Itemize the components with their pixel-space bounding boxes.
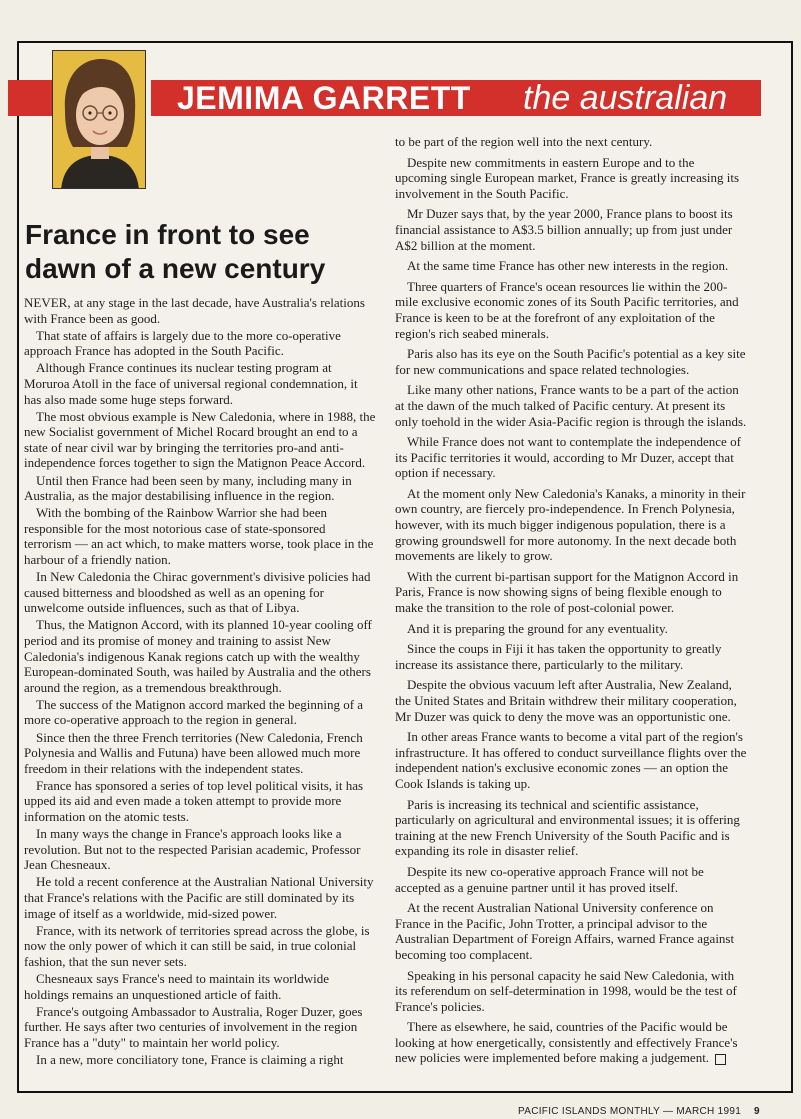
byline-banner — [151, 80, 761, 116]
paragraph: Mr Duzer says that, by the year 2000, France plans to boost its financial assistance to A$3.5 billion annually; up from just under A$2 billion at the moment. — [395, 206, 733, 253]
paragraph: Despite its new co-operative approach France will not be accepted as a genuine partner until it has proved itself. — [395, 863, 704, 895]
paragraph: He told a recent conference at the Australian National University that France's relations with the Pacific are still dominated by its image of itself as a worldwide, mid-sized power. — [24, 874, 374, 921]
paragraph: Paris is increasing its technical and scientific assistance, particularly on agricultural and environmental issues; it is offering training at the new French University of the South Pacific and is expanding its role in disaster relief. — [395, 796, 740, 859]
paragraph: At the recent Australian National University conference on France in the Pacific, John Trotter, a principal advisor to the Australian Department of Foreign Affairs, warned France against becoming too complacent. — [395, 900, 735, 962]
paragraph: to be part of the region well into the next century. — [395, 134, 653, 149]
author-photo — [52, 50, 146, 189]
paragraph: Thus, the Matignon Accord, with its planned 10-year cooling off period and its promise of money and training to assist New Caledonia's indigenous Kanak regions catch up with the wealthy European-dominated South, was hailed by Australia and the others around the region, as a tremendous breakthrough. — [24, 617, 372, 695]
paragraph: Although France continues its nuclear testing program at Moruroa Atoll in the face of universal regional condemnation, it has also made some huge steps forward. — [24, 360, 358, 407]
paragraph: The success of the Matignon accord marked the beginning of a more co-operative approach to the region in general. — [24, 696, 364, 728]
paragraph: In New Caledonia the Chirac government's divisive policies had caused bitterness and bloodshed as well as an opening for unwelcome outside influences, such as that of Libya. — [24, 569, 371, 616]
paragraph: Like many other nations, France wants to be a part of the action at the dawn of the much talked of Pacific century. At present its only toehold in the wider Asia-Pacific region is through the islands. — [395, 382, 747, 429]
right-column — [395, 134, 749, 1071]
left-column — [24, 295, 376, 1069]
page-number: 9 — [754, 1106, 760, 1117]
paragraph: Chesneaux says France's need to maintain its worldwide holdings remains an unquestioned article of faith. — [24, 970, 329, 1002]
paragraph: France has sponsored a series of top level political visits, it has upped its aid and even made a token attempt to provide more information on the atomic tests. — [24, 777, 364, 824]
author-name: JEMIMA GARRETT — [177, 79, 471, 116]
paragraph: With the current bi-partisan support for the Matignon Accord in Paris, France is now showing signs of being flexible enough to make the transition to the role of post-colonial power. — [395, 568, 739, 616]
paragraph: France's outgoing Ambassador to Australia, Roger Duzer, goes further. He says after two centuries of involvement in the region France has a "duty" to maintain her world policy. — [24, 1003, 363, 1050]
paragraph: In many ways the change in France's approach looks like a revolution. But not to the respected Parisian academic, Professor Jean Chesneaux. — [24, 826, 361, 873]
article-headline: France in front to see dawn of a new century — [25, 219, 326, 284]
paragraph: Paris also has its eye on the South Pacific's potential as a key site for new communications and space related technologies. — [395, 346, 746, 377]
paragraph: Despite new commitments in eastern Europe and to the upcoming single European market, France is greatly increasing its involvement in the South Pacific. — [395, 154, 740, 201]
paragraph: NEVER, at any stage in the last decade, have Australia's relations with France been as good. — [24, 295, 365, 326]
paragraph: Despite the obvious vacuum left after Australia, New Zealand, the United States and Britain withdrew their military cooperation, Mr Duzer was quick to deny the move was an opportunistic one. — [395, 677, 737, 724]
paragraph: With the bombing of the Rainbow Warrior she had been responsible for the most notorious case of state-sponsored terrorism — an act which, to make matters worse, took place in the harbour of a friendly nation. — [24, 505, 374, 567]
paragraph: Since then the three French territories (New Caledonia, French Polynesia and Wallis and Futuna) have been allowed much more freedom in their relations with the independent states. — [24, 729, 363, 776]
paragraph-text: There as elsewhere, he said, countries of the Pacific would be looking at how energetically, consistently and effectively France's new policies were implemented before making a judgement. — [395, 1019, 738, 1066]
paragraph: At the moment only New Caledonia's Kanaks, a minority in their own country, are fiercely pro-independence. In French Polynesia, however, with its much bigger indigenous population, there is a growing groundswell for more autonomy. In the next decade both movements are likely to grow. — [395, 485, 746, 564]
paragraph: That state of affairs is largely due to the more co-operative approach France has adopted in the South Pacific. — [24, 327, 341, 359]
paragraph: In a new, more conciliatory tone, France is claiming a right — [36, 1051, 344, 1067]
paragraph: The most obvious example is New Caledonia, where in 1988, the new Socialist government of Michel Rocard brought an end to a state of near civil war by bringing the territories pro-and anti-independence forces together to sign the Matignon Peace Accord. — [24, 408, 376, 471]
paragraph: Since the coups in Fiji it has taken the opportunity to greatly increase its assistance there, particularly to the military. — [395, 641, 722, 672]
paragraph: Speaking in his personal capacity he said New Caledonia, with its referendum on self-determination in 1998, would be the test of France's policies. — [395, 967, 737, 1014]
banner-accent — [8, 80, 52, 116]
paragraph: While France does not want to contemplate the independence of its Pacific territories it would, according to Mr Duzer, accept that option if necessary. — [395, 434, 741, 481]
paragraph: France, with its network of territories spread across the globe, is now the only power of which it can still be said, in true colonial fashion, that the sun never sets. — [24, 922, 370, 969]
footer-magazine: PACIFIC ISLANDS MONTHLY — MARCH 1991 — [518, 1106, 742, 1117]
publication-name: the australian — [523, 78, 728, 117]
paragraph: Until then France had been seen by many, including many in Australia, as the major destabilising influence in the region. — [24, 472, 352, 504]
paragraph: At the same time France has other new interests in the region. — [407, 258, 729, 274]
author-portrait — [53, 51, 146, 189]
end-mark-icon — [715, 1054, 726, 1065]
paragraph: Three quarters of France's ocean resources lie within the 200-mile exclusive economic zones of its South Pacific territories, and France is keen to be at the forefront of any exploitation of the region's rich seabed minerals. — [395, 278, 739, 341]
paragraph: In other areas France wants to become a vital part of the region's infrastructure. It has offered to conduct surveillance flights over the independent nation's exclusive economic zones — an option the Cook Islands is taking up. — [395, 729, 747, 791]
paragraph: And it is preparing the ground for any eventuality. — [407, 620, 668, 636]
last-paragraph — [395, 1019, 749, 1066]
